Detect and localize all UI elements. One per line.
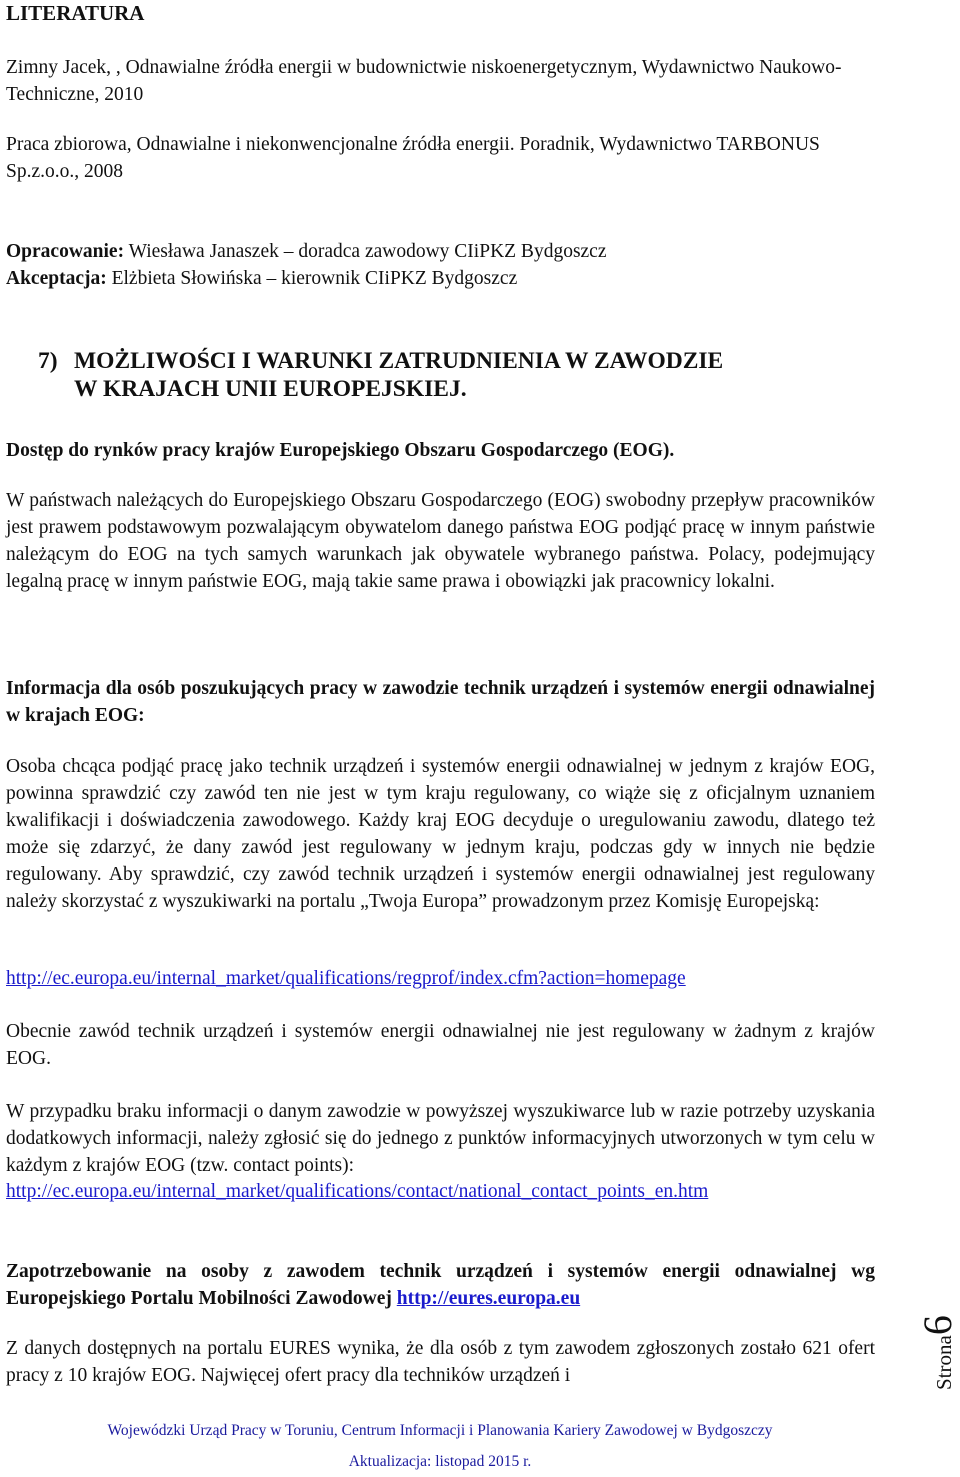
literature-item: Zimny Jacek, , Odnawialne źródła energii w budownictwie niskoenergetycznym, Wydawnictwo Naukowo- Techniczne, 2010 (6, 57, 842, 105)
literature-heading: LITERATURA (6, 1, 145, 25)
access-heading: Dostęp do rynków pracy krajów Europejskiego Obszaru Gospodarczego (EOG). (6, 440, 675, 461)
accepted-value: Elżbieta Słowińska – kierownik CIiPKZ Bydgoszcz (106, 268, 518, 289)
accepted-label: Akceptacja: (6, 268, 107, 289)
info-heading: Informacja dla osób poszukujących pracy w zawodzie technik urządzeń i systemów energii odnawialnej w krajach EOG: (6, 678, 875, 726)
prepared-value: Wiesława Janaszek – doradca zawodowy CIiPKZ Bydgoszcz (124, 241, 607, 262)
info-current: Obecnie zawód technik urządzeń i systemów energii odnawialnej nie jest regulowany w żadnym z krajów EOG. (6, 1021, 875, 1069)
literature-item: Praca zbiorowa, Odnawialne i niekonwencjonalne źródła energii. Poradnik, Wydawnictwo TARBONUS Sp.z.o.o., 2008 (6, 134, 820, 182)
section-title-line2: W KRAJACH UNII EUROPEJSKIEJ. (74, 376, 467, 402)
section-heading (38, 347, 868, 403)
footer-update: Aktualizacja: listopad 2015 r. (348, 1453, 532, 1470)
info-body: Osoba chcąca podjąć pracę jako technik urządzeń i systemów energii odnawialnej w jednym z krajów EOG, powinna sprawdzić czy zawód ten nie jest w tym kraju regulowany, co wiąże się z oficjalnym uznaniem kwalifikacji i doświadczenia zawodowego. Każdy kraj EOG decyduje o uregulowaniu zawodu, dlatego też może się zdarzyć, że dany zawód jest regulowany w jednym kraju, podczas gdy w innych nie będzie regulowany. Aby sprawdzić, czy zawód technik urządzeń i systemów energii odnawialnej jest regulowany należy skorzystać z wyszukiwarki na portalu „Twoja Europa” prowadzonym przez Komisję Europejską: (6, 756, 875, 912)
access-body: W państwach należących do Europejskiego Obszaru Gospodarczego (EOG) swobodny przepływ pracowników jest prawem podstawowym pozwalającym obywatelom danego państwa EOG podjąć pracę w innym państwie należącym do EOG na tych samych warunkach jak obywatele wybranego państwa. Polacy, podejmujący legalną pracę w innym państwie EOG, mają takie same prawa i obowiązki jak pracownicy lokalni. (6, 490, 875, 592)
credits-prepared (6, 238, 875, 265)
credits-accepted (6, 265, 875, 292)
prepared-label: Opracowanie: (6, 241, 125, 262)
contact-points-link[interactable]: http://ec.europa.eu/internal_market/qualifications/contact/national_contact_points_en.htm (6, 1181, 709, 1202)
page-number-value: 6 (915, 1315, 960, 1336)
demand-body: Z danych dostępnych na portalu EURES wynika, że dla osób z tym zawodem zgłoszonych zostało 621 ofert pracy z 10 krajów EOG. Najwięcej ofert pracy dla techników urządzeń i (6, 1338, 875, 1386)
section-number: 7) (38, 348, 58, 374)
info-lack: W przypadku braku informacji o danym zawodzie w powyższej wyszukiwarce lub w razie potrzeby uzyskania dodatkowych informacji, należy zgłosić się do jednego z punktów informacyjnych utworzonych w tym celu w każdym z krajów EOG (tzw. contact points): (6, 1101, 875, 1176)
page-number (914, 1315, 960, 1390)
demand-heading (6, 1258, 875, 1312)
footer-institution: Wojewódzki Urząd Pracy w Toruniu, Centrum Informacji i Planowania Kariery Zawodowej w Bydgoszczy (107, 1422, 773, 1439)
demand-heading-text: Zapotrzebowanie na osoby z zawodem technik urządzeń i systemów energii odnawialnej wg Europejskiego Portalu Mobilności Zawodowej (6, 1261, 875, 1309)
regprof-link[interactable]: http://ec.europa.eu/internal_market/qualifications/regprof/index.cfm?action=homepage (6, 968, 686, 989)
eures-link[interactable]: http://eures.europa.eu (396, 1288, 581, 1309)
page-label: Strona (932, 1335, 956, 1390)
section-title-line1: MOŻLIWOŚCI I WARUNKI ZATRUDNIENIA W ZAWODZIE (74, 348, 724, 374)
